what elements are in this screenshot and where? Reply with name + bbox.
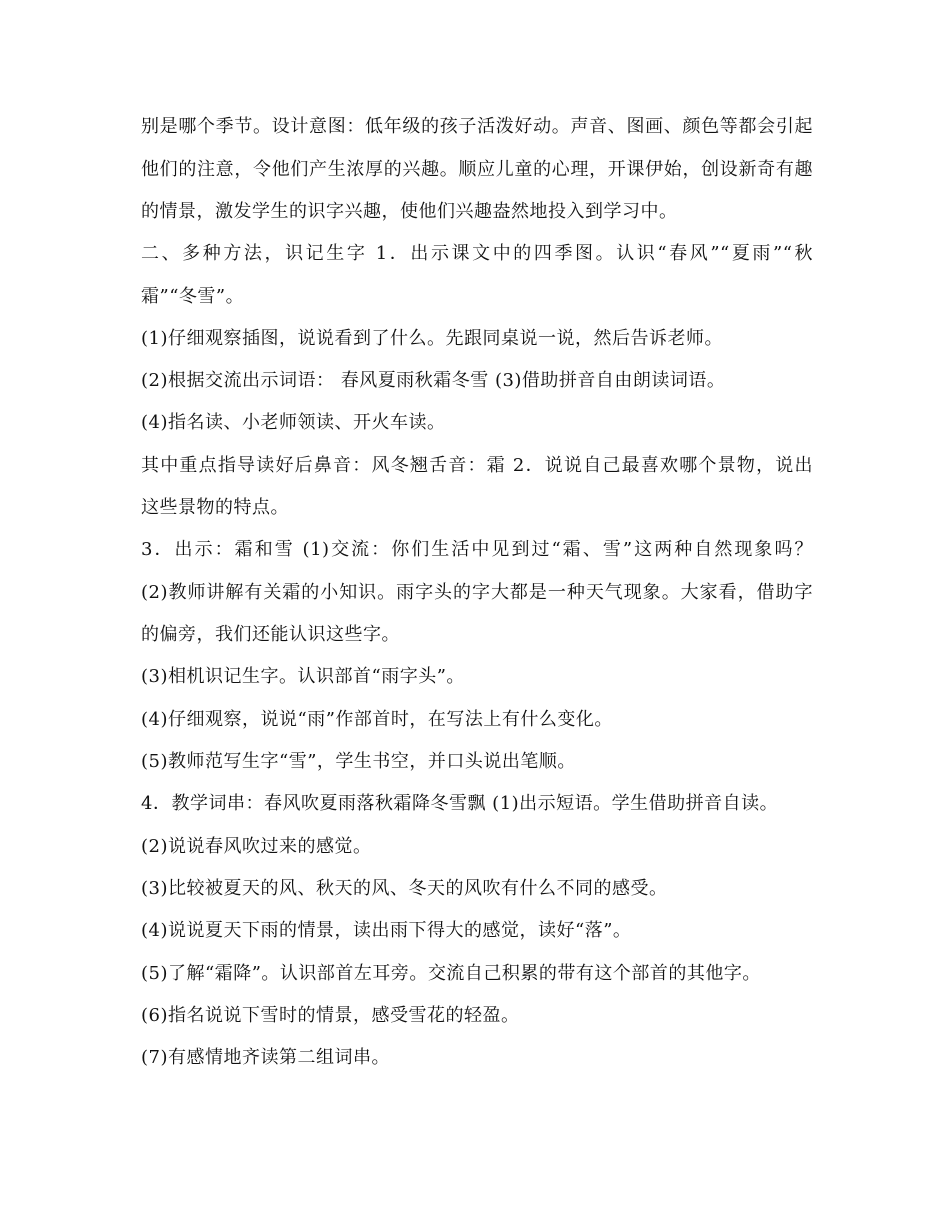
text-line: (7)有感情地齐读第二组词串。 — [141, 1047, 390, 1068]
text-line: 霜”“冬雪”。 — [141, 286, 245, 307]
text-line: 的偏旁，我们还能认识这些字。 — [141, 624, 400, 645]
text-line: (6)指名说说下雪时的情景，感受雪花的轻盈。 — [141, 1005, 520, 1026]
text-line: (4)说说夏天下雨的情景，读出雨下得大的感觉，读好“落”。 — [141, 920, 632, 941]
text-line: (3)相机识记生字。认识部首“雨字头”。 — [141, 666, 465, 687]
text-line: (3)比较被夏天的风、秋天的风、冬天的风吹有什么不同的感受。 — [141, 878, 668, 899]
text-line: (1)仔细观察插图，说说看到了什么。先跟同桌说一说，然后告诉老师。 — [141, 328, 723, 349]
text-line: (2)根据交流出示词语： 春风夏雨秋霜冬雪 (3)借助拼音自由朗读词语。 — [141, 370, 726, 391]
text-line: (4)仔细观察，说说“雨”作部首时，在写法上有什么变化。 — [141, 709, 613, 730]
text-line: 其中重点指导读好后鼻音：风冬翘舌音：霜 2．说说自己最喜欢哪个景物，说出 — [141, 455, 813, 476]
text-line: 的情景，激发学生的识字兴趣，使他们兴趣盎然地投入到学习中。 — [141, 201, 678, 222]
text-line: (2)教师讲解有关霜的小知识。雨字头的字大都是一种天气现象。大家看，借助字 — [141, 582, 813, 603]
text-line: 4．教学词串：春风吹夏雨落秋霜降冬雪飘 (1)出示短语。学生借助拼音自读。 — [141, 793, 779, 814]
text-line: 他们的注意，令他们产生浓厚的兴趣。顺应儿童的心理，开课伊始，创设新奇有趣 — [141, 159, 813, 180]
text-line: 这些景物的特点。 — [141, 497, 289, 518]
text-line: 3．出示：霜和雪 (1)交流：你们生活中见到过“霜、雪”这两种自然现象吗？ — [141, 539, 813, 560]
text-line: (5)教师范写生字“雪”，学生书空，并口头说出笔顺。 — [141, 751, 576, 772]
text-line: (5)了解“霜降”。认识部首左耳旁。交流自己积累的带有这个部首的其他字。 — [141, 963, 761, 984]
text-line: 二、多种方法，识记生字 1．出示课文中的四季图。认识“春风”“夏雨”“秋 — [141, 243, 813, 264]
text-line: (4)指名读、小老师领读、开火车读。 — [141, 412, 446, 433]
text-line: 别是哪个季节。设计意图：低年级的孩子活泼好动。声音、图画、颜色等都会引起 — [141, 116, 813, 137]
text-line: (2)说说春风吹过来的感觉。 — [141, 836, 372, 857]
